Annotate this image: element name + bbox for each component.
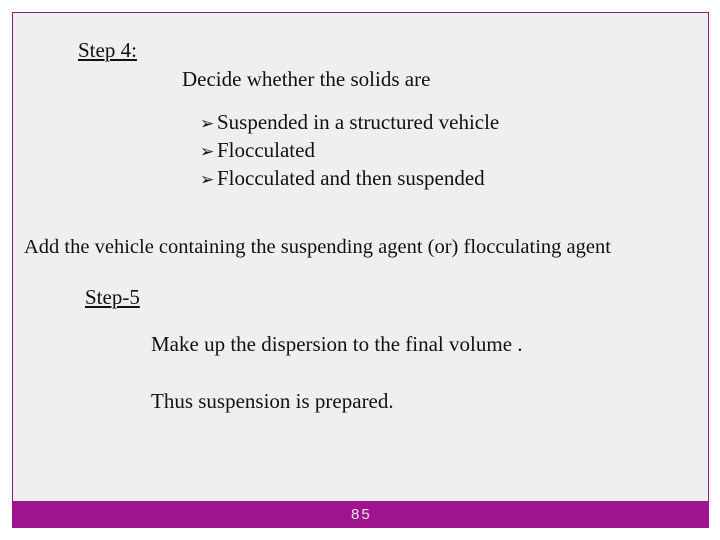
arrow-bullet-icon: ➢ — [200, 114, 215, 134]
arrow-bullet-icon: ➢ — [200, 170, 215, 190]
step4-intro: Decide whether the solids are — [182, 67, 431, 91]
conclusion-text: Thus suspension is prepared. — [151, 389, 394, 413]
instruction-text: Add the vehicle containing the suspending agent (or) flocculating agent — [24, 236, 611, 258]
step5-text: Make up the dispersion to the final volume . — [151, 332, 523, 356]
option-item — [200, 138, 315, 164]
option-item — [200, 166, 485, 192]
page-number: 85 — [351, 506, 372, 523]
step4-heading: Step 4: — [78, 38, 137, 62]
option-label: Suspended in a structured vehicle — [217, 110, 500, 134]
option-label: Flocculated — [217, 138, 315, 162]
option-label: Flocculated and then suspended — [217, 166, 485, 190]
arrow-bullet-icon: ➢ — [200, 142, 215, 162]
step5-heading: Step-5 — [85, 285, 140, 309]
option-item — [200, 110, 499, 136]
